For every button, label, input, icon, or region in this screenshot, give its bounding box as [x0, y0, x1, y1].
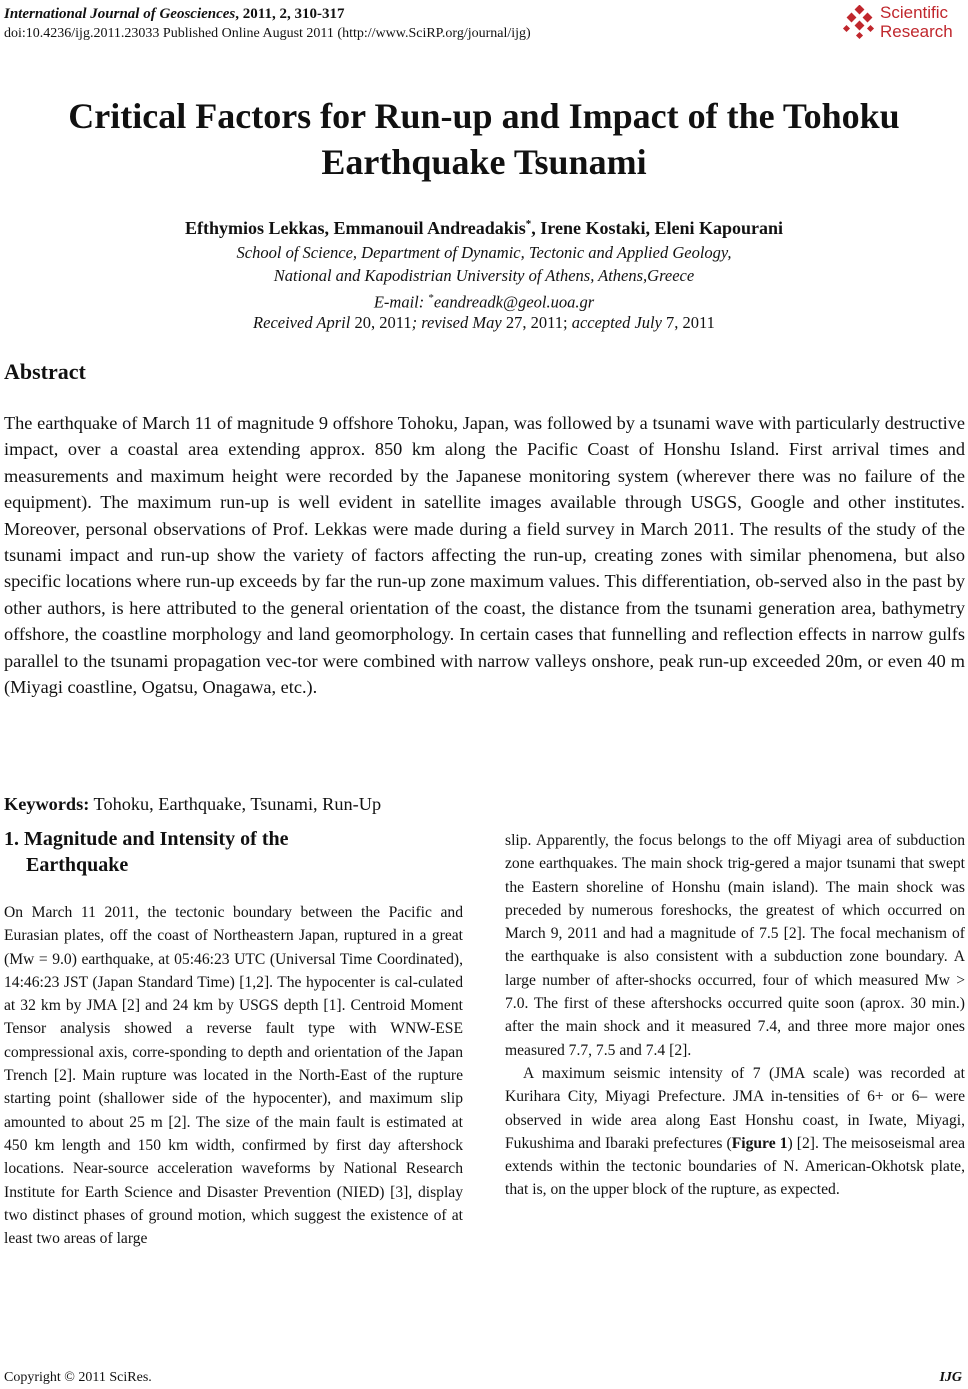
scientific-research-logo [842, 3, 962, 43]
copyright: Copyright © 2011 SciRes. [4, 1370, 152, 1385]
left-column [4, 901, 463, 1250]
running-header [4, 4, 531, 44]
dates-line: Received April 20, 2011; revised May 27, 2011; accepted July 7, 2011 [253, 313, 715, 332]
author-list: Efthymios Lekkas, Emmanouil Andreadakis*, Irene Kostaki, Eleni Kapourani [185, 218, 783, 238]
logo-mark-icon [842, 5, 878, 41]
journal-name: International Journal of Geosciences [4, 6, 236, 22]
abstract-text: The earthquake of March 11 of magnitude 9 offshore Tohoku, Japan, was followed by a tsunami wave with particularly destructive impact, over a coastal area extending approx. 850 km along the Pacific Coast of Honshu Island. First arrival times and measurements and maximum height were recorded by the Japanese monitoring system (wherever there was no failure of the equipment). The maximum run-up is well evident in satellite images available through USGS, Google and other institutes. Moreover, personal observations of Prof. Lekkas were made during a field survey in March 2011. The results of the study of the tsunami impact and run-up show the variety of factors affecting the run-up, creating zones with similar phenomena, but also specific locations where run-up exceeds by far the run-up zone maximum values. This differentiation, ob-served also in the past by other authors, is here attributed to the general orientation of the coast, the distance from the tsunami generation area, bathymetry offshore, the coastline morphology and land geomorphology. In certain cases that funnelling and reflection effects in narrow gulfs parallel to the tsunami propagation vec-tor were combined with narrow valleys onshore, peak run-up exceeded 20m, or even 40 m (Miyagi coastline, Ogatsu, Onagawa, etc.). [4, 413, 965, 698]
abstract-heading: Abstract [4, 359, 86, 384]
figure-reference[interactable]: Figure 1 [731, 1134, 788, 1152]
affiliation-line-1: School of Science, Department of Dynamic, Tectonic and Applied Geology, [236, 243, 732, 262]
volume-pages: , 2011, 2, 310-317 [235, 6, 345, 22]
right-paragraph-1: slip. Apparently, the focus belongs to the off Miyagi area of subduction zone earthquakes. The main shock trig-gered a major tsunami that swept the Eastern shoreline of Honshu (main island). The main shock was preceded by numerous foreshocks, the greatest of which occurred on March 9, 2011 and had a magnitude of 7.5 [2]. The focal mechanism of the earthquake is also consistent with a subduction zone boundary. A large number of after-shocks occurred, four of which measured Mw > 7.0. The first of these aftershocks occurred quite soon (aprox. 30 min.) after the main shock and it measured 7.4, and three more major ones measured 7.7, 7.5 and 7.4 [2]. [505, 832, 965, 1059]
email-link[interactable]: eandreadk@geol.uoa.gr [433, 292, 595, 312]
left-paragraph: On March 11 2011, the tectonic boundary between the Pacific and Eurasian plates, off the coast of Northeastern Japan, ruptured in a great (Mw = 9.0) earthquake, at 05:46:23 UTC (Universal Time Coordinated), 14:46:23 JST (Japan Standard Time) [1,2]. The hypocenter is cal-culated at 32 km by JMA [2] and 24 km by USGS depth [1]. Centroid Moment Tensor analysis showed a reverse fault type with WNW-ESE compressional axis, corre-sponding to depth and orientation of the Japan Trench [2]. Main rupture was located in the North-East of the rupture starting point (shallower side of the hypocenter), and maximum slip amounted to about 25 m [2]. The size of the main fault is estimated at 450 km length and 150 km width, confirmed by first day aftershock locations. Near-source acceleration waveforms by National Research Institute for Earth Science and Disaster Prevention (NIED) [3], display two distinct phases of ground motion, which suggest the existence of at least two areas of large [4, 904, 463, 1248]
keywords: Keywords: Tohoku, Earthquake, Tsunami, Run-Up [4, 794, 382, 814]
logo-text: Scientific Research [880, 3, 953, 41]
email-line: E-mail: *eandreadk@geol.uoa.gr [373, 292, 595, 312]
affiliation-line-2: National and Kapodistrian University of Athens, Athens,Greece [273, 266, 695, 285]
journal-abbreviation: IJG [939, 1370, 962, 1385]
paper-title: Critical Factors for Run-up and Impact of the Tohoku Earthquake Tsunami [68, 96, 900, 182]
section-1-heading: 1. Magnitude and Intensity of the Earthquake [4, 828, 289, 876]
right-column [505, 829, 965, 1202]
right-paragraph-2: A maximum seismic intensity of 7 (JMA scale) was recorded at Kurihara City, Miyagi Prefecture. JMA in-tensities of 6+ or 6– were observed in wide area along East Honshu coast, in Iwate, Miyagi, Fukushima and Ibaraki prefectures (Figure 1) [2]. The meisoseismal area extends within the tectonic boundaries of N. American-Okhotsk plate, that is, on the upper block of the rupture, as expected. [505, 1064, 966, 1199]
doi-line: doi:10.4236/ijg.2011.23033 Published Online August 2011 (http://www.SciRP.org/journal/ijg) [4, 26, 531, 41]
